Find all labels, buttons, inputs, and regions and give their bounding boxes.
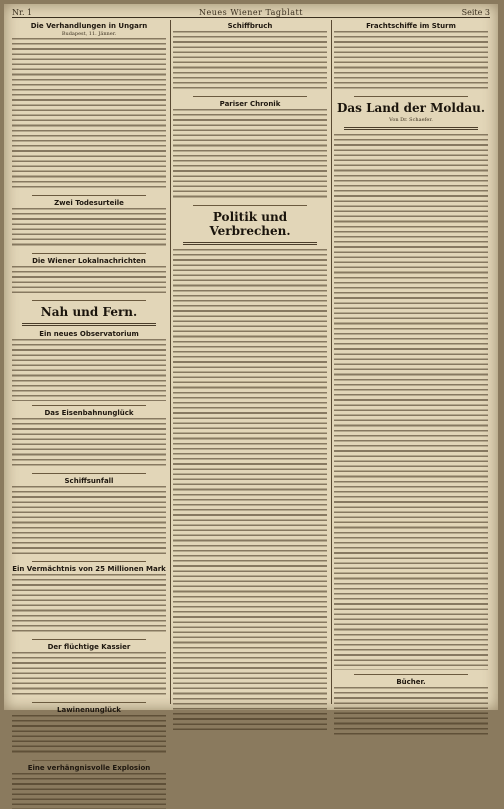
article xyxy=(12,22,166,191)
article-body-text xyxy=(173,109,327,201)
article-heading: Bücher. xyxy=(396,677,426,686)
article xyxy=(173,100,327,201)
article-separator xyxy=(354,674,468,675)
article-body-text xyxy=(12,339,166,400)
article xyxy=(334,134,488,670)
header-left: Nr. 1 xyxy=(12,8,33,17)
article-separator xyxy=(344,127,478,130)
column-2 xyxy=(173,20,327,704)
article-body-text xyxy=(12,418,166,469)
article xyxy=(334,22,488,92)
article-separator xyxy=(193,96,307,97)
article-heading: Schiffbruch xyxy=(227,22,273,30)
article-dateline: Von Dr. Schaefer. xyxy=(389,117,433,124)
column-divider xyxy=(170,20,171,704)
article-heading: Das Eisenbahnunglück xyxy=(44,408,134,417)
article-body-text xyxy=(12,773,166,809)
article xyxy=(12,409,166,469)
article xyxy=(334,101,488,123)
article-heading: Die Verhandlungen in Ungarn xyxy=(30,22,148,30)
article-heading: Lawinenunglück xyxy=(57,706,121,715)
article-heading: Frachtschiffe im Sturm xyxy=(366,22,456,30)
article xyxy=(12,477,166,557)
article-heading: Der flüchtige Kassier xyxy=(47,643,131,652)
article-heading: Schiffsunfall xyxy=(64,476,114,485)
column-divider xyxy=(331,20,332,704)
article-heading: Die Wiener Lokalnachrichten xyxy=(32,256,146,265)
article-separator xyxy=(32,760,146,761)
article-body-text xyxy=(173,31,327,92)
article-separator xyxy=(32,561,146,562)
article xyxy=(173,22,327,92)
article-body-text xyxy=(12,715,166,756)
article-heading: Eine verhängnisvolle Explosion xyxy=(27,763,151,772)
article-separator xyxy=(32,253,146,254)
header-center: Neues Wiener Tagblatt xyxy=(199,8,303,17)
article xyxy=(12,643,166,698)
article xyxy=(12,199,166,249)
article-separator xyxy=(32,702,146,703)
header-right: Seite 3 xyxy=(461,8,490,17)
article-body-text xyxy=(12,652,166,698)
article-body-text xyxy=(334,687,488,738)
article-body-text xyxy=(12,486,166,557)
article-separator xyxy=(32,300,146,301)
article xyxy=(12,305,166,319)
article xyxy=(12,330,166,400)
article-body-text xyxy=(12,208,166,249)
article-separator xyxy=(193,205,307,206)
article xyxy=(173,210,327,238)
article xyxy=(12,706,166,756)
article-dateline: Budapest, 11. Jänner. xyxy=(61,31,117,37)
article-separator xyxy=(354,96,468,97)
section-title: Das Land der Moldau. xyxy=(336,101,486,116)
article-separator xyxy=(183,242,317,245)
article-body-text xyxy=(334,134,488,670)
article xyxy=(334,678,488,738)
header-rule xyxy=(12,17,490,18)
article-heading: Zwei Todesurteile xyxy=(54,199,124,207)
article-body-text xyxy=(12,574,166,635)
article xyxy=(12,257,166,297)
article-body-text xyxy=(12,38,166,191)
section-title: Nah und Fern. xyxy=(40,305,138,320)
article-body-text xyxy=(334,31,488,92)
article xyxy=(12,764,166,809)
article-heading: Pariser Chronik xyxy=(219,100,281,109)
article-separator xyxy=(22,323,156,326)
column-1 xyxy=(12,20,166,772)
article-separator xyxy=(32,639,146,640)
section-title: Politik und Verbrechen. xyxy=(209,209,291,238)
article xyxy=(173,249,327,734)
article-separator xyxy=(32,473,146,474)
article-heading: Ein Vermächtnis von 25 Millionen Mark xyxy=(12,564,166,573)
article-separator xyxy=(32,195,146,196)
article-heading: Ein neues Observatorium xyxy=(39,330,139,339)
article-body-text xyxy=(12,266,166,297)
article-separator xyxy=(32,405,146,406)
newspaper-page xyxy=(4,4,498,772)
article xyxy=(12,565,166,635)
article-body-text xyxy=(173,249,327,734)
column-3 xyxy=(334,20,488,704)
